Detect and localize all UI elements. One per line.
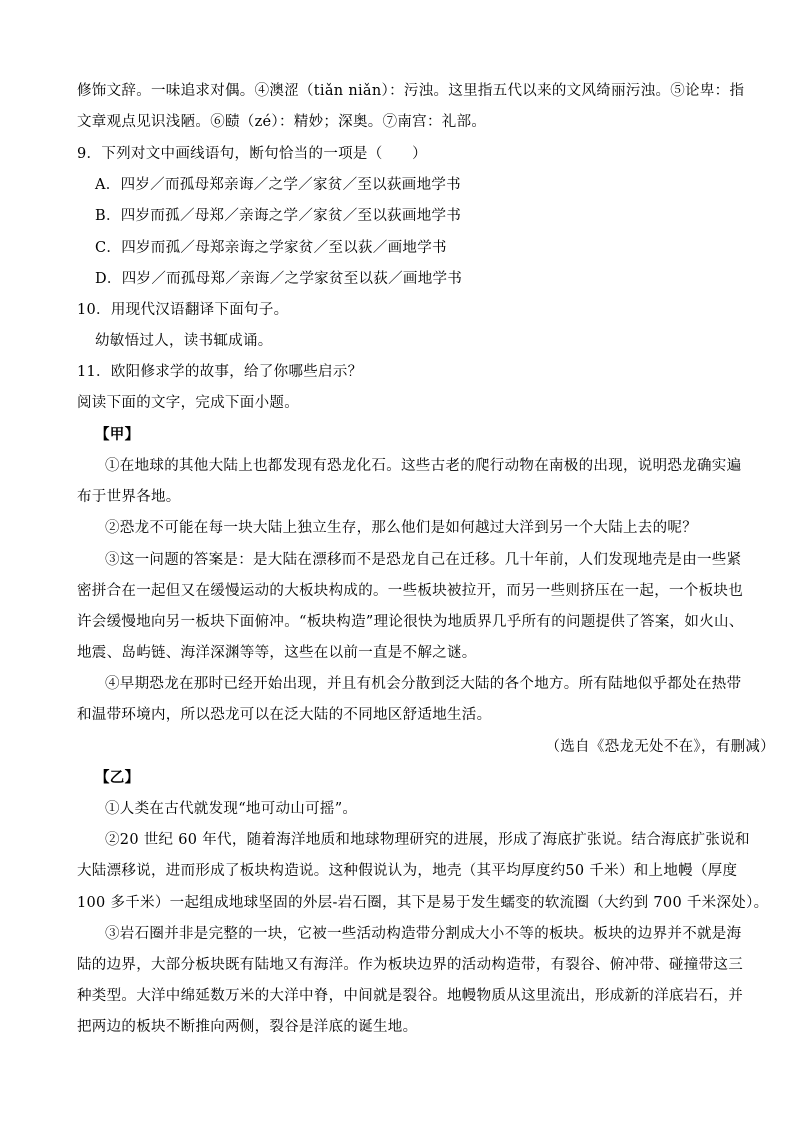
jia-paragraph-3-line-3: 许会缓慢地向另一板块下面俯冲。“板块构造”理论很快为地质界几乎所有的问题提供了答案，如火山、 bbox=[77, 614, 744, 630]
question-10-sentence: 幼敏悟过人，读书辄成诵。 bbox=[95, 333, 273, 349]
option-a: A．四岁／而孤母郑亲诲／之学／家贫／至以荻画地学书 bbox=[95, 177, 461, 193]
annotation-line-1: 修饰文辞。一味追求对偶。④澳涩（tiǎn niǎn）：污浊。这里指五代以来的文风绮丽污浊。⑤论卑：指 bbox=[77, 83, 745, 99]
yi-paragraph-3-line-3: 种类型。大洋中绵延数万米的大洋中脊，中间就是裂谷。地幔物质从这里流出，形成新的洋底岩石，并 bbox=[77, 988, 743, 1004]
yi-paragraph-3-line-4: 把两边的板块不断推向两侧，裂谷是洋底的诞生地。 bbox=[77, 1019, 418, 1035]
jia-paragraph-1-line-1: ①在地球的其他大陆上也都发现有恐龙化石。这些古老的爬行动物在南极的出现，说明恐龙确实遍 bbox=[105, 458, 742, 474]
option-d: D．四岁／而孤母郑／亲诲／之学家贫至以荻／画地学书 bbox=[95, 271, 463, 287]
jia-paragraph-3-line-1: ③这一问题的答案是：是大陆在漂移而不是恐龙自己在迁移。几十年前，人们发现地壳是由一些紧 bbox=[105, 552, 742, 568]
yi-paragraph-3-line-2: 陆的边界，大部分板块既有陆地又有海洋。作为板块边界的活动构造带，有裂谷、俯冲带、碰撞带这三 bbox=[77, 957, 743, 973]
jia-paragraph-3-line-4: 地震、岛屿链、海洋深渊等等，这些在以前一直是不解之谜。 bbox=[77, 645, 477, 661]
jia-paragraph-4-line-2: 和温带环境内，所以恐龙可以在泛大陆的不同地区舒适地生活。 bbox=[77, 707, 492, 723]
yi-paragraph-2-line-1: ②20 世纪 60 年代，随着海洋地质和地球物理研究的进展，形成了海底扩张说。结合海底扩张说和 bbox=[105, 832, 750, 848]
jia-paragraph-1-line-2: 布于世界各地。 bbox=[77, 489, 181, 505]
jia-source-citation: （选自《恐龙无处不在》，有删减） bbox=[545, 739, 775, 755]
yi-paragraph-1: ①人类在古代就发现“地可动山可摇”。 bbox=[105, 801, 358, 817]
annotation-line-2: 文章观点见识浅陋。⑥赜（zé）：精妙；深奥。⑦南宫：礼部。 bbox=[77, 114, 487, 130]
yi-paragraph-3-line-1: ③岩石圈并非是完整的一块，它被一些活动构造带分割成大小不等的板块。板块的边界并不就是海 bbox=[105, 926, 742, 942]
jia-paragraph-2: ②恐龙不可能在每一块大陆上独立生存，那么他们是如何越过大洋到另一个大陆上去的呢？ bbox=[105, 520, 697, 536]
section-yi-heading: 【乙】 bbox=[95, 769, 140, 786]
jia-paragraph-4-line-1: ④早期恐龙在那时已经开始出现，并且有机会分散到泛大陆的各个地方。所有陆地似乎都处在热带 bbox=[105, 676, 742, 692]
yi-paragraph-2-line-2: 大陆漂移说，进而形成了板块构造说。这种假说认为，地壳（其平均厚度约50 千米）和上地幔（厚度 bbox=[77, 863, 738, 879]
question-10: 10．用现代汉语翻译下面句子。 bbox=[77, 302, 289, 318]
jia-paragraph-3-line-2: 密拼合在一起但又在缓慢运动的大板块构成的。一些板块被拉开，而另一些则挤压在一起，一个板块也 bbox=[77, 583, 743, 599]
question-11: 11．欧阳修求学的故事，给了你哪些启示？ bbox=[77, 364, 363, 380]
question-9: 9．下列对文中画线语句，断句恰当的一项是（ ） bbox=[77, 146, 427, 162]
yi-paragraph-2-line-3: 100 多千米）一起组成地球坚固的外层-岩石圈，其下是易于发生蠕变的软流圈（大约到 700 千米深处）。 bbox=[77, 895, 769, 911]
reading-instruction: 阅读下面的文字，完成下面小题。 bbox=[77, 395, 299, 411]
option-c: C．四岁而孤／母郑亲诲之学家贫／至以荻／画地学书 bbox=[95, 240, 447, 256]
option-b: B．四岁而孤／母郑／亲诲之学／家贫／至以荻画地学书 bbox=[95, 208, 462, 224]
section-jia-heading: 【甲】 bbox=[95, 426, 140, 443]
